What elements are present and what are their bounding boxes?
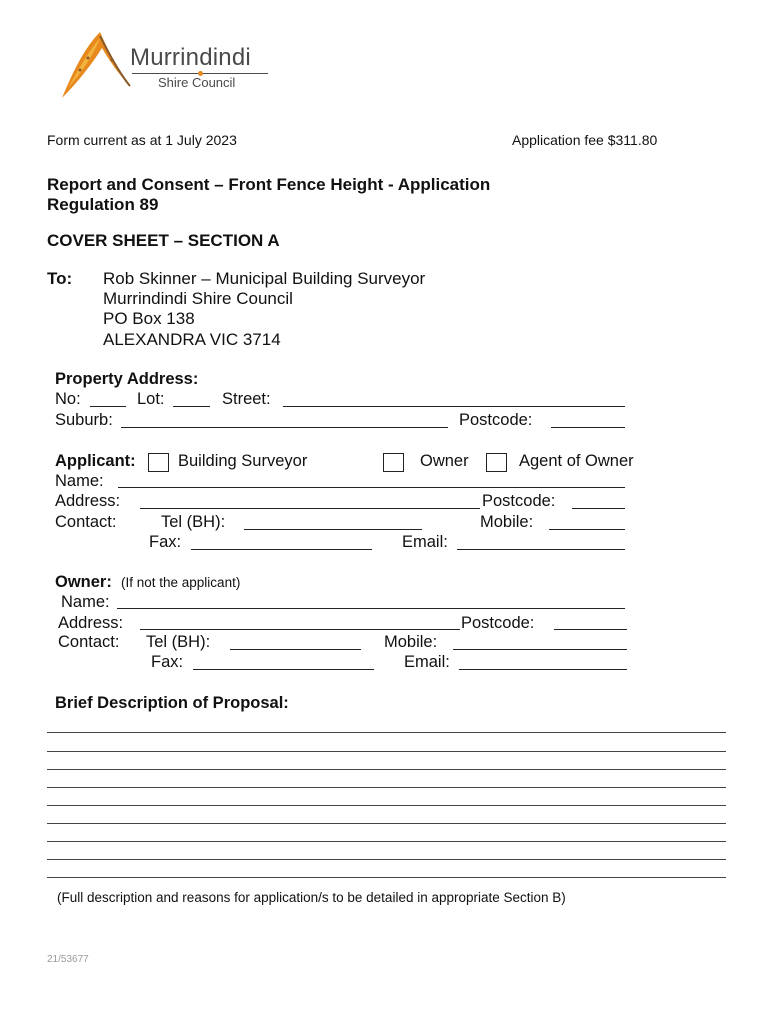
- proposal-footnote: (Full description and reasons for application/s to be detailed in appropriate Section B): [57, 890, 566, 905]
- owner-email-field[interactable]: [459, 669, 627, 670]
- section-heading: COVER SHEET – SECTION A: [47, 231, 280, 250]
- property-postcode-label: Postcode:: [459, 411, 533, 429]
- applicant-owner-label: Owner: [420, 452, 469, 470]
- owner-heading: Owner:: [55, 573, 112, 591]
- proposal-line-8[interactable]: [47, 859, 726, 860]
- proposal-line-3[interactable]: [47, 769, 726, 770]
- applicant-fax-label: Fax:: [149, 533, 182, 551]
- applicant-agent-label: Agent of Owner: [519, 452, 634, 470]
- form-current-text: Form current as at 1 July 2023: [47, 132, 237, 148]
- proposal-line-1[interactable]: [47, 732, 726, 733]
- applicant-building-surveyor-label: Building Surveyor: [178, 452, 308, 470]
- applicant-email-label: Email:: [402, 533, 448, 551]
- proposal-line-9[interactable]: [47, 877, 726, 878]
- property-heading: Property Address:: [55, 370, 199, 388]
- owner-name-label: Name:: [61, 593, 110, 611]
- owner-mobile-label: Mobile:: [384, 633, 438, 651]
- proposal-line-5[interactable]: [47, 805, 726, 806]
- owner-email-label: Email:: [404, 653, 450, 671]
- logo-sub: Shire Council: [158, 75, 236, 90]
- applicant-name-field[interactable]: [118, 487, 625, 488]
- to-label: To:: [47, 269, 73, 288]
- proposal-line-6[interactable]: [47, 823, 726, 824]
- owner-address-label: Address:: [58, 614, 124, 632]
- property-suburb-label: Suburb:: [55, 411, 113, 429]
- property-no-field[interactable]: [90, 406, 126, 407]
- property-street-label: Street:: [222, 390, 271, 408]
- applicant-agent-checkbox[interactable]: [486, 453, 507, 472]
- boomerang-logo-icon: [58, 26, 138, 116]
- applicant-tel-field[interactable]: [244, 529, 422, 530]
- owner-fax-field[interactable]: [193, 669, 374, 670]
- to-line-4: ALEXANDRA VIC 3714: [103, 330, 281, 349]
- applicant-mobile-label: Mobile:: [480, 513, 534, 531]
- owner-address-field[interactable]: [140, 629, 460, 630]
- applicant-heading: Applicant:: [55, 452, 136, 470]
- applicant-tel-label: Tel (BH):: [161, 513, 226, 531]
- applicant-email-field[interactable]: [457, 549, 625, 550]
- proposal-heading: Brief Description of Proposal:: [55, 694, 289, 712]
- property-postcode-field[interactable]: [551, 427, 625, 428]
- applicant-address-field[interactable]: [140, 508, 480, 509]
- proposal-line-4[interactable]: [47, 787, 726, 788]
- applicant-contact-label: Contact:: [55, 513, 117, 531]
- owner-note: (If not the applicant): [121, 575, 241, 590]
- property-lot-field[interactable]: [173, 406, 210, 407]
- to-line-2: Murrindindi Shire Council: [103, 289, 293, 308]
- owner-contact-label: Contact:: [58, 633, 120, 651]
- proposal-line-7[interactable]: [47, 841, 726, 842]
- property-no-label: No:: [55, 390, 81, 408]
- property-suburb-field[interactable]: [121, 427, 448, 428]
- applicant-address-label: Address:: [55, 492, 121, 510]
- applicant-mobile-field[interactable]: [549, 529, 625, 530]
- owner-mobile-field[interactable]: [453, 649, 627, 650]
- to-line-3: PO Box 138: [103, 309, 195, 328]
- owner-name-field[interactable]: [117, 608, 625, 609]
- applicant-fax-field[interactable]: [191, 549, 372, 550]
- applicant-name-label: Name:: [55, 472, 104, 490]
- owner-fax-label: Fax:: [151, 653, 184, 671]
- to-line-1: Rob Skinner – Municipal Building Surveyor: [103, 269, 426, 288]
- council-logo: [58, 26, 278, 116]
- form-title: Report and Consent – Front Fence Height - Application: [47, 175, 491, 194]
- logo-name: Murrindindi: [130, 44, 251, 71]
- document-reference: 21/53677: [47, 954, 89, 965]
- applicant-building-surveyor-checkbox[interactable]: [148, 453, 169, 472]
- applicant-postcode-field[interactable]: [572, 508, 625, 509]
- property-lot-label: Lot:: [137, 390, 165, 408]
- application-fee: Application fee $311.80: [512, 132, 658, 148]
- owner-tel-field[interactable]: [230, 649, 361, 650]
- property-street-field[interactable]: [283, 406, 625, 407]
- applicant-postcode-label: Postcode:: [482, 492, 556, 510]
- owner-postcode-label: Postcode:: [461, 614, 535, 632]
- proposal-line-2[interactable]: [47, 751, 726, 752]
- applicant-owner-checkbox[interactable]: [383, 453, 404, 472]
- form-title-regulation: Regulation 89: [47, 195, 159, 214]
- owner-tel-label: Tel (BH):: [146, 633, 211, 651]
- owner-postcode-field[interactable]: [554, 629, 627, 630]
